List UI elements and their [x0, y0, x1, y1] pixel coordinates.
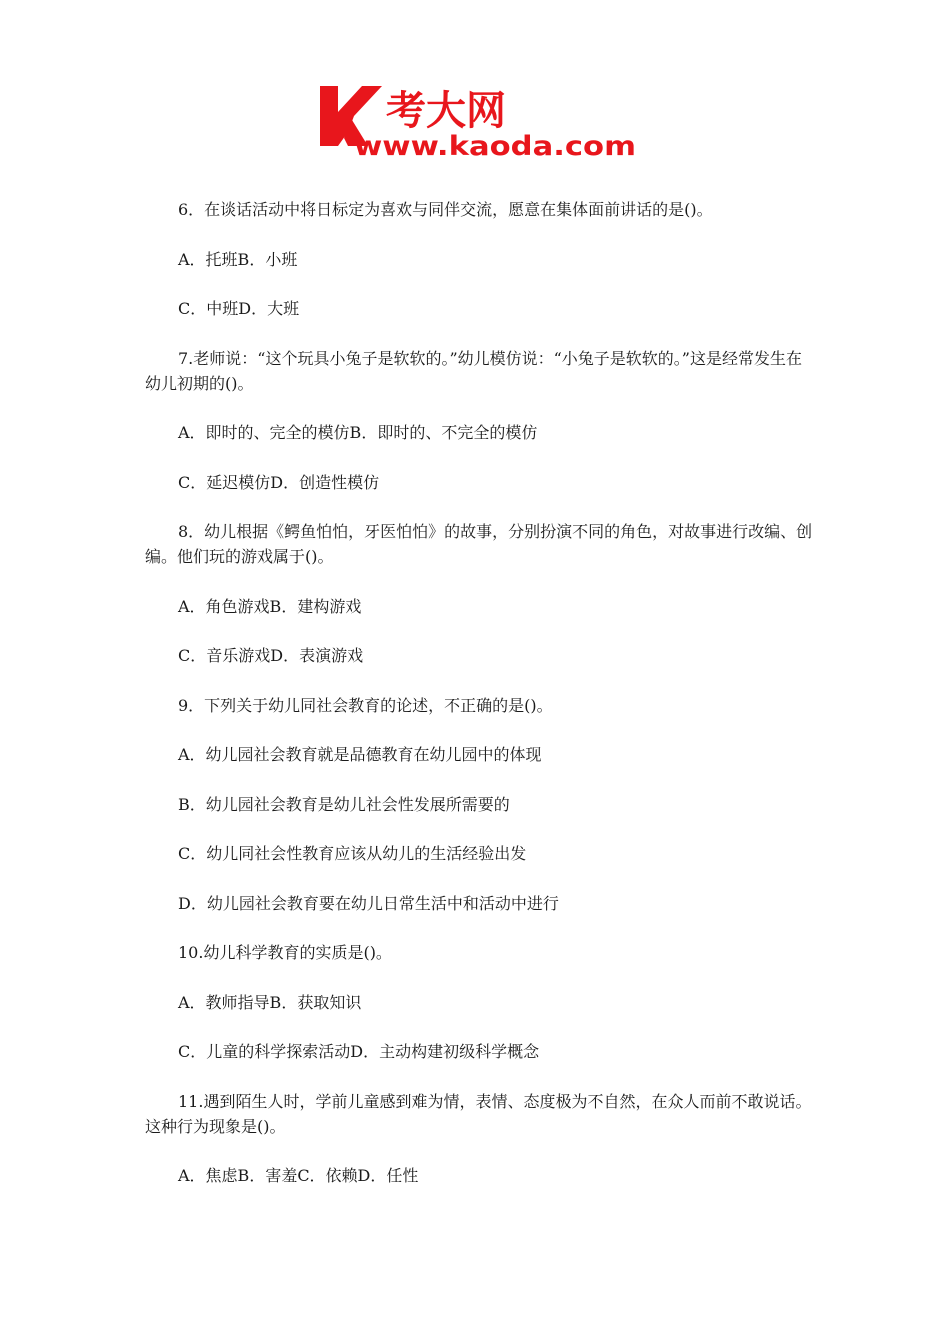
- question-10: 10.幼儿科学教育的实质是()。: [178, 943, 392, 962]
- question-10-options-ab: A．教师指导B．获取知识: [178, 992, 362, 1012]
- question-7-options-ab: A．即时的、完全的模仿B．即时的、不完全的模仿: [178, 423, 538, 442]
- question-7-options-cd: C．延迟模仿D．创造性模仿: [178, 472, 380, 492]
- question-9-option-b: B．幼儿园社会教育是幼儿社会性发展所需要的: [178, 794, 510, 814]
- kaoda-logo: [318, 84, 638, 160]
- question-8: 8．幼儿根据《鳄鱼怕怕，牙医怕怕》的故事，分别扮演不同的角色，对故事进行改编、创编。他们玩的游戏属于()。: [145, 522, 813, 566]
- question-11: 11.遇到陌生人时，学前儿童感到难为情，表情、态度极为不自然，在众人而前不敢说话。这种行为现象是()。: [145, 1091, 812, 1136]
- question-11-options: A．焦虑B．害羞C．依赖D．任性: [178, 1166, 419, 1185]
- question-9: 9．下列关于幼儿同社会教育的论述，不正确的是()。: [178, 695, 553, 715]
- question-6-options-cd: C．中班D．大班: [178, 299, 300, 318]
- logo-brand-text: 考大网: [386, 88, 506, 134]
- question-6: 6．在谈话活动中将日标定为喜欢与同伴交流，愿意在集体面前讲话的是()。: [178, 200, 713, 219]
- document-body: [145, 197, 813, 1213]
- logo-url-text: www.kaoda.com: [354, 131, 636, 160]
- question-7: 7.老师说：“这个玩具小兔子是软软的。”幼儿模仿说：“小兔子是软软的。”这是经常发生在幼儿初期的()。: [145, 348, 802, 393]
- question-9-option-a: A．幼儿园社会教育就是品德教育在幼儿园中的体现: [178, 745, 542, 764]
- question-10-options-cd: C．儿童的科学探索活动D．主动构建初级科学概念: [178, 1042, 540, 1061]
- question-9-option-d: D．幼儿园社会教育要在幼儿日常生活中和活动中进行: [178, 893, 559, 913]
- question-9-option-c: C．幼儿同社会性教育应该从幼儿的生活经验出发: [178, 844, 527, 863]
- question-6-options-ab: A．托班B．小班: [178, 249, 298, 269]
- question-8-options-cd: C．音乐游戏D．表演游戏: [178, 646, 364, 665]
- kaoda-logo-graphic: [318, 84, 638, 160]
- question-8-options-ab: A．角色游戏B．建构游戏: [178, 596, 362, 616]
